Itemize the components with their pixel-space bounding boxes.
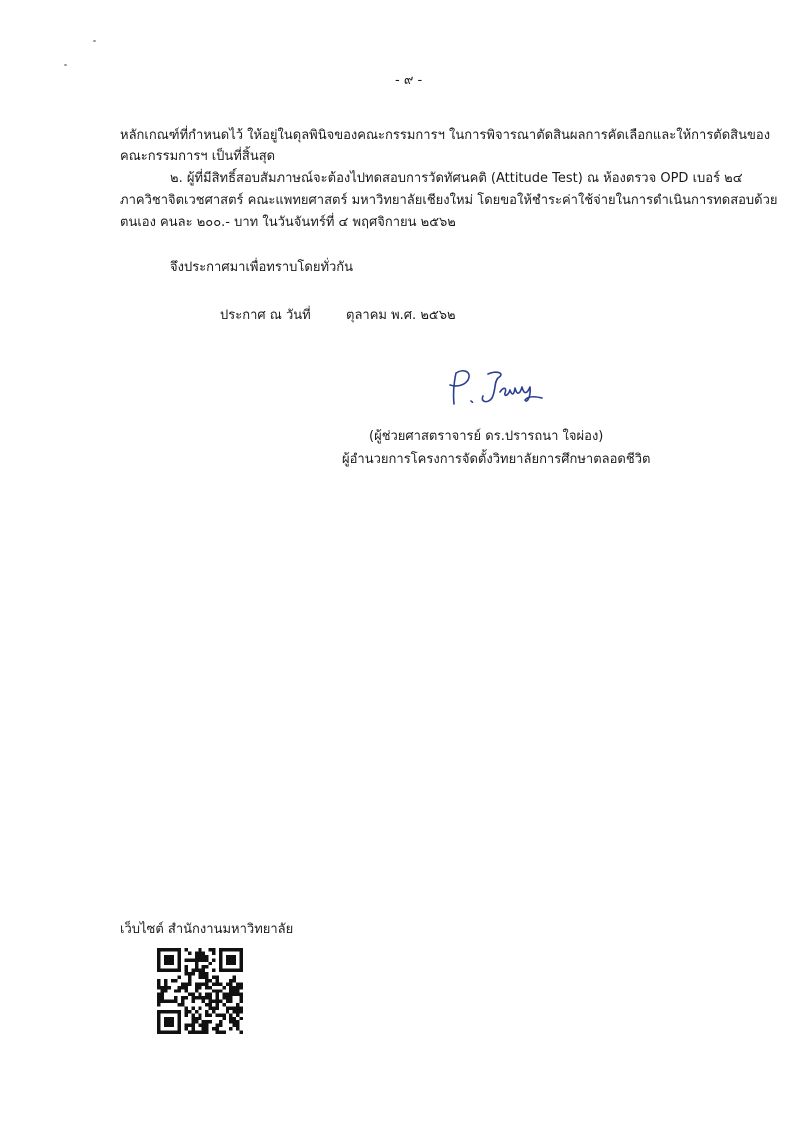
signatory-position: ผู้อำนวยการโครงการจัดตั้งวิทยาลัยการศึกษาตลอดชีวิต (342, 452, 651, 467)
body-line-1: หลักเกณฑ์ที่กำหนดไว้ ให้อยู่ในดุลพินิจของคณะกรรมการฯ ในการพิจารณาตัดสินผลการคัดเลือกและให้การตัดสินของ (120, 128, 771, 143)
item-2-line-1: ๒. ผู้ที่มีสิทธิ์สอบสัมภาษณ์จะต้องไปทดสอบการวัดทัศนคติ (Attitude Test) ณ ห้องตรวจ OPD เบอร์ ๒๔ (170, 171, 743, 186)
announce-label: ประกาศ ณ วันที่ (220, 308, 311, 323)
announce-date: ตุลาคม พ.ศ. ๒๕๖๒ (346, 308, 456, 323)
scan-speck (64, 64, 67, 66)
website-label: เว็บไซต์ สำนักงานมหาวิทยาลัย (120, 922, 294, 937)
page-number: - ๙ - (395, 73, 423, 88)
signatory-name: (ผู้ช่วยศาสตราจารย์ ดร.ปรารถนา ใจผ่อง) (369, 429, 604, 444)
item-2-line-2: ภาควิชาจิตเวชศาสตร์ คณะแพทยศาสตร์ มหาวิทยาลัยเชียงใหม่ โดยขอให้ชำระค่าใช้จ่ายในการดำเนินการทดสอบด้วย (120, 193, 778, 208)
item-2-line-3: ตนเอง คนละ ๒๐๐.- บาท ในวันจันทร์ที่ ๔ พฤศจิกายน ๒๕๖๒ (120, 215, 456, 230)
closing-statement: จึงประกาศมาเพื่อทราบโดยทั่วกัน (170, 260, 354, 275)
body-line-2: คณะกรรมการฯ เป็นที่สิ้นสุด (120, 149, 276, 164)
qr-code[interactable] (157, 948, 243, 1034)
scan-speck (93, 40, 96, 42)
signature (440, 366, 560, 410)
